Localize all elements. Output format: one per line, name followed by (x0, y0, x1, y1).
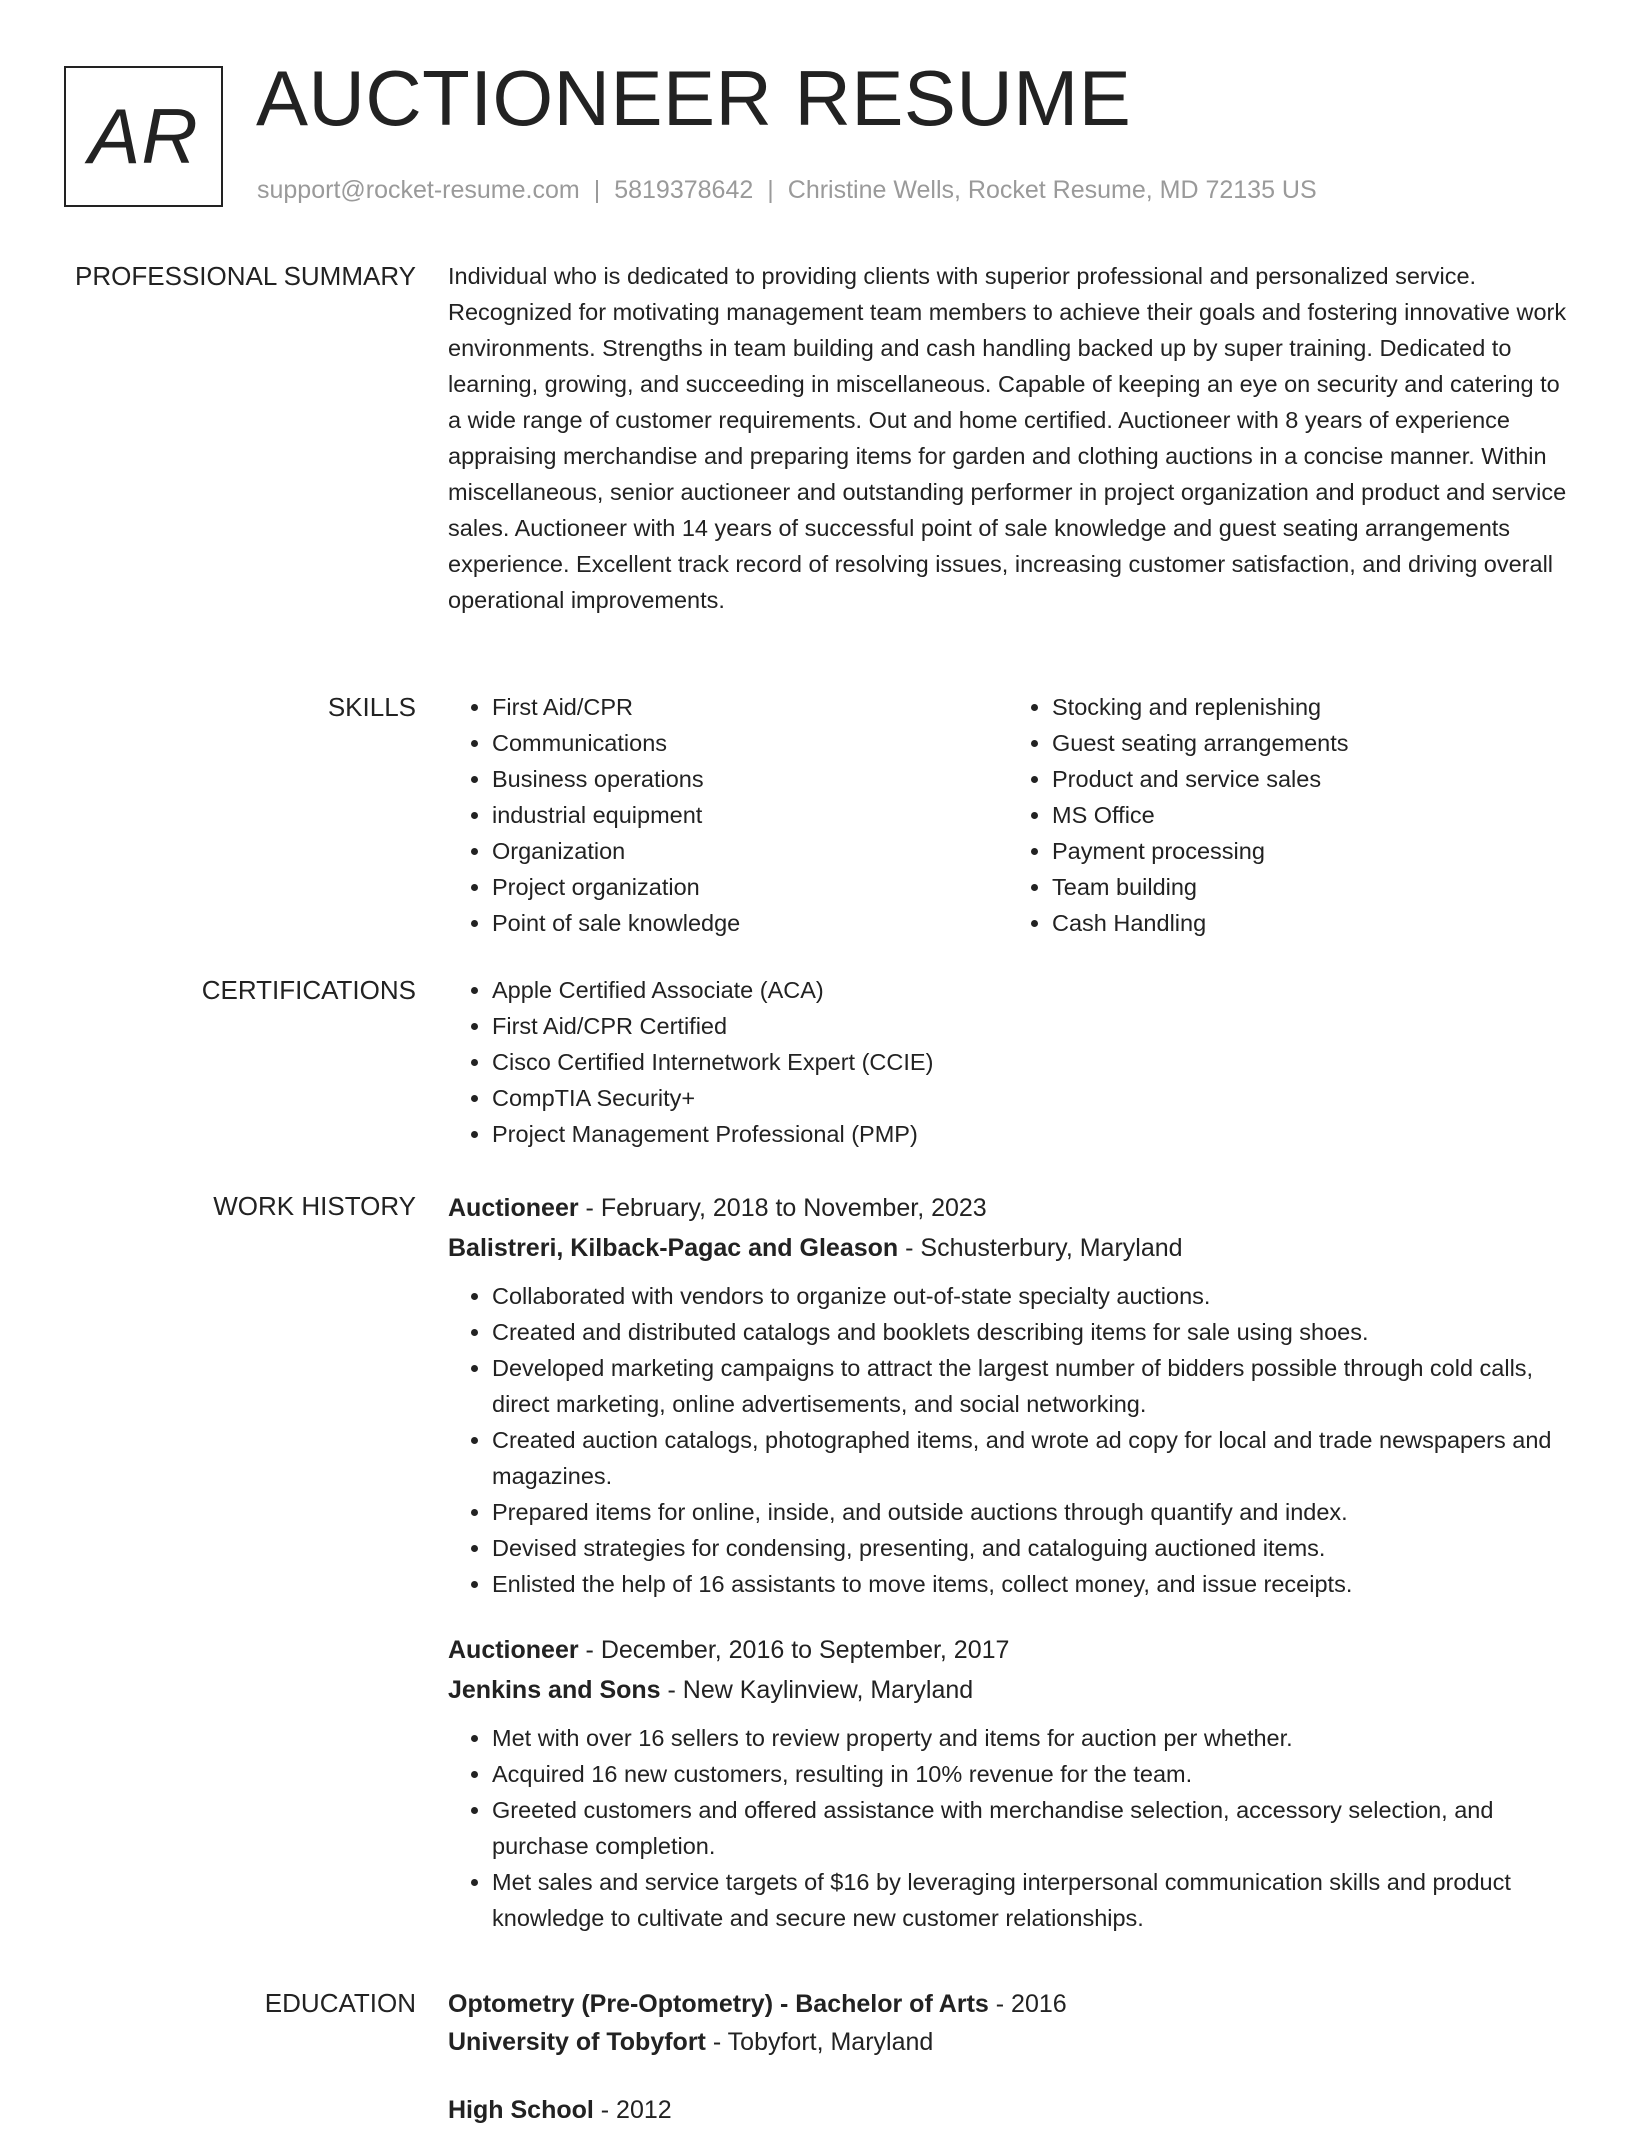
skill-item: • Stocking and replenishing (1052, 689, 1568, 725)
job-company-line (448, 1228, 1568, 1268)
education-location: - Tobyfort, Maryland (712, 2028, 934, 2056)
monogram-logo: AR (64, 66, 223, 207)
certifications-body (448, 972, 1568, 1152)
skill-item: • Point of sale knowledge (492, 905, 1008, 941)
job-dates: - February, 2018 to November, 2023 (585, 1194, 987, 1222)
contact-separator: | (767, 176, 774, 204)
job-title: Auctioneer (448, 1194, 579, 1222)
contact-email[interactable]: support@rocket-resume.com (257, 176, 580, 204)
job-company: Balistreri, Kilback-Pagac and Gleason (448, 1234, 899, 1262)
education-year: - 2016 (995, 1990, 1067, 2018)
job-title-line (448, 1630, 1568, 1670)
education-degree: Optometry (Pre-Optometry) - Bachelor of Arts (448, 1990, 989, 2018)
skill-item: • MS Office (1052, 797, 1568, 833)
job-entry (448, 1188, 1568, 1602)
education-school-line (448, 2023, 1568, 2061)
skills-heading: SKILLS (327, 692, 416, 722)
certification-item: • Project Management Professional (PMP) (492, 1116, 1568, 1152)
job-bullet: • Enlisted the help of 16 assistants to move items, collect money, and issue receipts. (492, 1566, 1568, 1602)
certification-item: • CompTIA Security+ (492, 1080, 1568, 1116)
skill-item: • Cash Handling (1052, 905, 1568, 941)
job-bullet: • Developed marketing campaigns to attract the largest number of bidders possible through cold calls, direct marketing, online advertisements, and social networking. (492, 1350, 1568, 1422)
skill-item: • Organization (492, 833, 1008, 869)
job-bullet: • Collaborated with vendors to organize out-of-state specialty auctions. (492, 1278, 1568, 1314)
education-degree-line (448, 2091, 1568, 2129)
resume-title: AUCTIONEER RESUME (256, 54, 1132, 142)
job-bullet: • Met sales and service targets of $16 by leveraging interpersonal communication skills and product knowledge to cultivate and secure new customer relationships. (492, 1864, 1568, 1936)
summary-heading: PROFESSIONAL SUMMARY (75, 261, 416, 291)
certifications-heading: CERTIFICATIONS (201, 975, 416, 1005)
job-bullets (448, 1720, 1568, 1936)
skills-list-left (448, 689, 1008, 941)
skill-item: • Product and service sales (1052, 761, 1568, 797)
summary-text: Individual who is dedicated to providing clients with superior professional and personalized service. Recognized for motivating management team members to achieve their goals and fostering innovative work environments. Strengths in team building and cash handling backed up by super training. Dedicated to learning, growing, and succeeding in miscellaneous. Capable of keeping an eye on security and catering to a wide range of customer requirements. Out and home certified. Auctioneer with 8 years of experience appraising merchandise and preparing items for garden and clothing auctions in a concise manner. Within miscellaneous, senior auctioneer and outstanding performer in project organization and product and service sales. Auctioneer with 14 years of successful point of sale knowledge and guest seating arrangements experience. Excellent track record of resolving issues, increasing customer satisfaction, and driving overall operational improvements. (448, 263, 1567, 613)
job-bullet: • Devised strategies for condensing, presenting, and cataloguing auctioned items. (492, 1530, 1568, 1566)
skill-item: • Guest seating arrangements (1052, 725, 1568, 761)
contact-separator: | (593, 176, 601, 204)
contact-address: Christine Wells, Rocket Resume, MD 72135 US (787, 176, 1317, 204)
education-degree-line (448, 1985, 1568, 2023)
job-bullet: • Acquired 16 new customers, resulting in 10% revenue for the team. (492, 1756, 1568, 1792)
skill-item: • Business operations (492, 761, 1008, 797)
skill-item: • Team building (1052, 869, 1568, 905)
job-location: - Schusterbury, Maryland (905, 1234, 1183, 1262)
education-year: - 2012 (600, 2096, 672, 2124)
job-bullet: • Greeted customers and offered assistance with merchandise selection, accessory selection, and purchase completion. (492, 1792, 1568, 1864)
certification-item: • First Aid/CPR Certified (492, 1008, 1568, 1044)
job-bullet: • Prepared items for online, inside, and outside auctions through quantify and index. (492, 1494, 1568, 1530)
skills-body (448, 689, 1568, 941)
education-degree: High School (448, 2096, 594, 2124)
skill-item: • industrial equipment (492, 797, 1008, 833)
certification-item: • Cisco Certified Internetwork Expert (CCIE) (492, 1044, 1568, 1080)
job-location: - New Kaylinview, Maryland (667, 1676, 974, 1704)
education-heading: EDUCATION (264, 1988, 416, 2018)
job-company-line (448, 1670, 1568, 1710)
job-title-line (448, 1188, 1568, 1228)
job-bullets (448, 1278, 1568, 1602)
education-school: University of Tobyfort (448, 2028, 706, 2056)
certifications-list (448, 972, 1568, 1152)
job-company: Jenkins and Sons (448, 1676, 661, 1704)
contact-line (257, 176, 1317, 205)
work-history-body (448, 1188, 1568, 1936)
skill-item: • First Aid/CPR (492, 689, 1008, 725)
job-dates: - December, 2016 to September, 2017 (585, 1636, 1010, 1664)
job-bullet: • Created and distributed catalogs and booklets describing items for sale using shoes. (492, 1314, 1568, 1350)
certification-item: • Apple Certified Associate (ACA) (492, 972, 1568, 1008)
job-title: Auctioneer (448, 1636, 579, 1664)
skills-list-right (1008, 689, 1568, 941)
job-bullet: • Met with over 16 sellers to review property and items for auction per whether. (492, 1720, 1568, 1756)
education-body (448, 1985, 1568, 2129)
skill-item: • Communications (492, 725, 1008, 761)
contact-phone[interactable]: 5819378642 (614, 176, 754, 204)
job-bullet: • Created auction catalogs, photographed items, and wrote ad copy for local and trade newspapers and magazines. (492, 1422, 1568, 1494)
skill-item: • Payment processing (1052, 833, 1568, 869)
job-entry (448, 1630, 1568, 1936)
summary-body (448, 258, 1568, 618)
skill-item: • Project organization (492, 869, 1008, 905)
work-history-heading: WORK HISTORY (213, 1191, 416, 1221)
